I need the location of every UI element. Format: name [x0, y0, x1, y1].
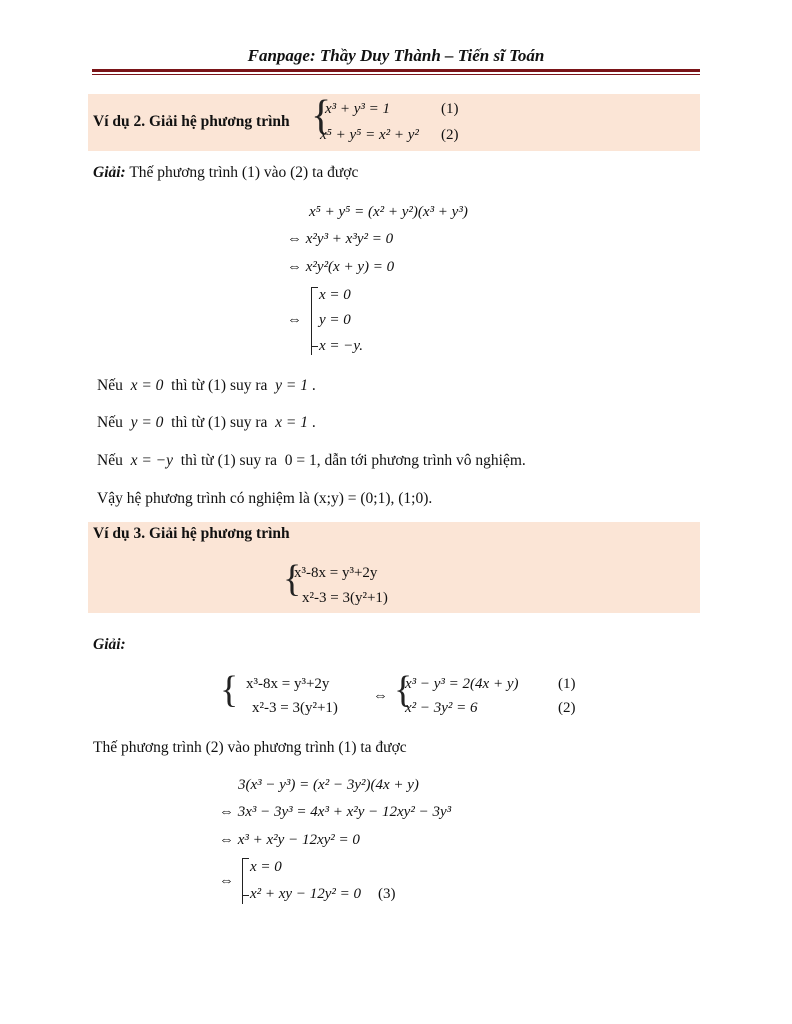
example2-eq1-tag: (1) [441, 101, 459, 117]
example3-case-2: x² + xy − 12y² = 0 [250, 886, 361, 902]
example2-system-brace: { [311, 93, 332, 139]
example3-solution-label: Giải: [93, 636, 126, 653]
example3-step-2: ⇔ 3x³ − 3y³ = 4x³ + x²y − 12xy² − 3y³ [219, 804, 452, 820]
header-rule-thick [92, 69, 700, 72]
example2-conclusion: Vậy hệ phương trình có nghiệm là (x;y) = (0;1), (1;0). [97, 490, 433, 507]
example2-eq2: x⁵ + y⁵ = x² + y² [320, 127, 419, 143]
example2-eq1: x³ + y³ = 1 [325, 101, 391, 117]
example3-right-eq1-tag: (1) [558, 676, 576, 692]
example3-case-1: x = 0 [250, 859, 282, 875]
example3-right-eq1: x³ − y³ = 2(4x + y) [405, 676, 519, 692]
example2-step-1: x⁵ + y⁵ = (x² + y²)(x³ + y³) [309, 204, 468, 220]
example2-cases-bracket [311, 287, 318, 355]
example2-solution-line [93, 164, 358, 182]
example2-case-1: x = 0 [319, 287, 351, 303]
example2-solution-label: Giải: [93, 164, 126, 181]
example2-case-2: y = 0 [319, 312, 351, 328]
example2-step-3: ⇔ x²y²(x + y) = 0 [287, 259, 395, 275]
example3-left-eq1: x³-8x = y³+2y [246, 676, 330, 692]
example2-step-2: ⇔ x²y³ + x³y² = 0 [287, 231, 394, 247]
example2-solution-intro: Thế phương trình (1) vào (2) ta được [129, 164, 359, 181]
example2-cases-arrow: ⇔ [287, 312, 302, 328]
example3-right-brace: { [394, 669, 413, 711]
example3-step-3: ⇔ x³ + x²y − 12xy² = 0 [219, 832, 360, 848]
example3-right-eq2-tag: (2) [558, 700, 576, 716]
example3-equiv-arrow: ⇔ [373, 688, 388, 704]
example3-case-2-tag: (3) [378, 886, 396, 902]
example2-eq2-tag: (2) [441, 127, 459, 143]
example3-cases-bracket [242, 858, 249, 904]
example3-left-eq2: x²-3 = 3(y²+1) [252, 700, 338, 716]
example2-condition-3: Nếu x = −y thì từ (1) suy ra 0 = 1, dẫn tới phương trình vô nghiệm. [97, 452, 526, 469]
example3-step-1: 3(x³ − y³) = (x² − 3y²)(4x + y) [238, 777, 419, 793]
example3-left-brace: { [220, 669, 239, 711]
example2-condition-2: Nếu y = 0 thì từ (1) suy ra x = 1 . [97, 414, 316, 431]
example2-case-3: x = −y. [319, 338, 363, 354]
example3-right-eq2: x² − 3y² = 6 [405, 700, 478, 716]
example2-title: Ví dụ 2. Giải hệ phương trình [93, 113, 290, 130]
example3-system-brace: { [283, 558, 302, 600]
example3-substitute-text: Thế phương trình (2) vào phương trình (1) ta được [93, 739, 407, 756]
header-rule-thin [92, 74, 700, 75]
page-header-title: Fanpage: Thầy Duy Thành – Tiến sĩ Toán [247, 46, 545, 65]
example3-sys-eq1: x³-8x = y³+2y [294, 565, 378, 581]
example3-sys-eq2: x²-3 = 3(y²+1) [302, 590, 388, 606]
example3-title: Ví dụ 3. Giải hệ phương trình [93, 525, 290, 542]
example2-condition-1: Nếu x = 0 thì từ (1) suy ra y = 1 . [97, 377, 316, 394]
example3-cases-arrow: ⇔ [219, 873, 234, 889]
